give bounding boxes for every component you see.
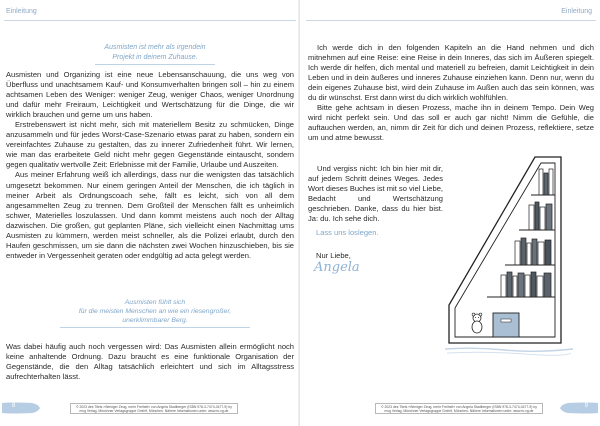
right-page: [300, 0, 600, 426]
legal-footer: © 2023 des Titels »Weniger Zeug, mehr Freiheit« von Angela Stadlberger (ISBN 978-3-7474-0477-9) by mvg Verlag, Münchner Verlagsgruppe GmbH, München. Nähere Informationen unter: www.m-vg.de: [375, 403, 543, 414]
body-text-block: [6, 70, 294, 261]
pullquote-line: Ausmisten ist mehr als irgendein: [104, 44, 206, 51]
paragraph: Aus meiner Erfahrung weiß ich allerdings, dass nur die wenigsten das tatsächlich umgesetzt bekommen. Nur einem geringen Anteil der Menschen, die ich täglich in meiner Arbeit als Ordnungscoach sehe, fällt es leicht, sich von all dem angesammelten Zeug zu trennen. Dem Großteil der Menschen fällt es unheimlich schwer, Materielles loszulassen. Und dann kommt meistens auch noch der Alltag dazwischen. Die großen, gut geplanten Pläne, sich vielleicht einen Nachmittag ums Ausmisten zu kümmern, werden meist schneller, als die Polizei erlaubt, durch den Haufen geschmissen, um sie dann die nächsten zwei Wochen hinzuschieben, bis sie entweder in Vergessenheit geraten oder endgültig ad acta gelegt werden.: [6, 170, 294, 260]
page-number: 9: [584, 403, 588, 409]
signature: Angela: [314, 260, 360, 275]
bookshelf-illustration: [445, 155, 575, 367]
pullquote: [40, 43, 270, 65]
paragraph: Was dabei häufig auch noch vergessen wird: Das Ausmisten allein ermöglicht noch keine anhaltende Ordnung. Dazu braucht es eine funktionale Organisation der Gegenstände, die den Alltag tatsächlich erleichtert und sich im Alltagsstress aufrechterhalten lässt.: [6, 342, 294, 382]
paragraph: Bitte gehe achtsam in diesen Prozess, mache ihn in deinem Tempo. Dein Weg wird nicht perfekt sein. Und das soll er auch gar nicht! Nimm die Gefühle, die auftauchen werden, an, nimm dir Zeit für dich und deinen Prozess, reflektiere, setze um und atme bewusst.: [308, 103, 594, 143]
salutation: Nur Liebe,: [316, 251, 351, 260]
pullquote-line: Ausmisten fühlt sich: [124, 299, 186, 306]
pullquote-line: unerklimmbarer Berg.: [122, 317, 188, 324]
paragraph: Und vergiss nicht: Ich bin hier mit dir, auf jedem Schritt deines Weges. Jedes Wort dieses Buches ist mit so viel Liebe, Bedacht und Wertschätzung geschrieben. Danke, dass du hier bist. Ja: du. Ich sehe dich.: [308, 164, 443, 224]
header-rule: [4, 20, 296, 21]
page-number-tab: [558, 402, 598, 414]
pullquote-rule: [95, 64, 215, 65]
page-number: 8: [12, 403, 16, 409]
page-number-tab: [2, 402, 42, 414]
pullquote-rule: [60, 327, 250, 328]
body-text-block: [308, 43, 594, 143]
paragraph: Ich werde dich in den folgenden Kapiteln an die Hand nehmen und dich mitnehmen auf eine Reise: eine Reise in dein Inneres, das sich im Äußeren spiegelt. Ich werde dir helfen, dich mental und materiell zu befreien, damit Leichtigkeit in dein Leben und in dein äußeres und inneres Zuhause einziehen kann. Denn nur, wenn du dein eigenes Zuhause bist, wird dein Zuhause im Außen auch das sein können, was du dir wünschst. Erst dann wirst du dich wirklich wohlfühlen.: [308, 43, 594, 103]
running-head: Einleitung: [561, 8, 592, 15]
running-head: Einleitung: [6, 8, 37, 15]
body-text-block-narrow: [308, 164, 443, 224]
folio-tab-shape: [558, 402, 598, 414]
pullquote-line: Projekt in deinem Zuhause.: [112, 53, 198, 61]
body-text-block: [6, 342, 294, 382]
pullquote: [40, 298, 270, 328]
legal-footer: © 2023 des Titels »Weniger Zeug, mehr Freiheit« von Angela Stadlberger (ISBN 978-3-7474-0477-9) by mvg Verlag, Münchner Verlagsgruppe GmbH, München. Nähere Informationen unter: www.m-vg.de: [70, 403, 238, 414]
paragraph: Erstrebenswert ist nicht mehr, sich mit materiellem Besitz zu schmücken, Dinge anzusammeln und für jedes Worst-Case-Szenario etwas parat zu haben, sondern ein vereinfachtes Zuhause zu gestalten, das zu innerer Zufriedenheit führt. Wir lernen, wie man das erarbeitete Geld nicht mehr gegen Gegenstände eintauscht, sondern gegen qualitativ wertvolle Zeit: Erlebnisse mit der Familie, Urlaube und Auszeiten.: [6, 120, 294, 170]
paragraph: Ausmisten und Organizing ist eine neue Lebensanschauung, die uns weg von Überfluss und unachtsamem Kauf- und Konsumverhalten bringen soll – hin zu einem achtsamen Leben des Weniger: weniger Zeug, weniger Chaos, weniger Unordnung und dafür mehr Freiraum, Leichtigkeit und Wertschätzung für die Dinge, die wir wirklich brauchen und gerne um uns haben.: [6, 70, 294, 120]
pullquote-line: für die meisten Menschen an wie ein riesengroßer,: [78, 308, 232, 315]
header-rule: [306, 20, 596, 21]
closing-line: Lass uns loslegen.: [316, 228, 379, 237]
folio-tab-shape: [2, 402, 42, 414]
